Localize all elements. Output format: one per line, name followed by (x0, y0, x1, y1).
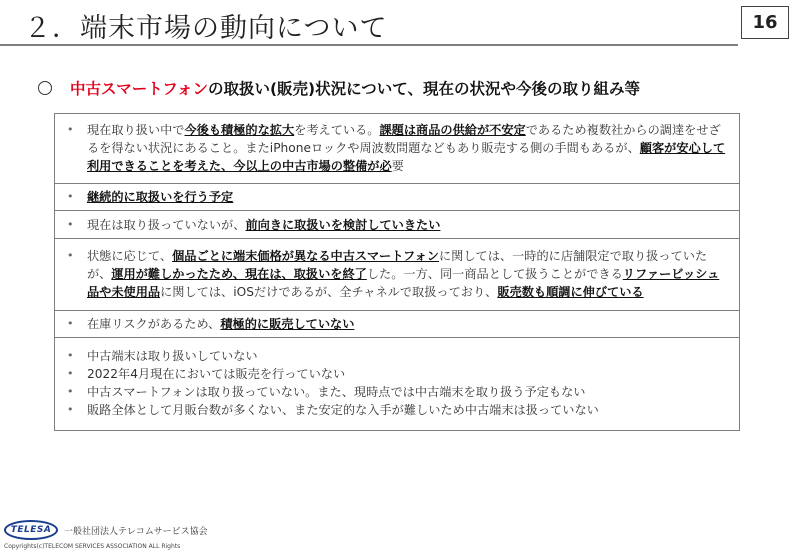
body-text: 在庫リスクがあるため、 (87, 317, 221, 331)
bullet-icon: • (67, 367, 74, 380)
table-row (55, 238, 739, 310)
footer (2, 518, 222, 552)
emphasis-text: 運用が難しかったため、現在は、取扱いを終了 (111, 267, 367, 281)
table-row (55, 210, 739, 238)
emphasis-text: 顧客が安心して利用できることを考えた、今以上の中古市場の整備が必 (87, 141, 726, 173)
bullet-icon: • (67, 190, 74, 203)
table-row (55, 310, 739, 337)
body-text: 販路全体として月販台数が多くない、また安定的な入手が難しいため中古端末は扱っていない (87, 403, 599, 417)
section-heading (38, 77, 640, 99)
body-text: に関しては、iOSだけであるが、全チャネルで取扱っており、 (160, 285, 498, 299)
list-item (65, 216, 729, 234)
list-item (65, 365, 729, 383)
bullet-icon: • (67, 349, 74, 362)
title-divider (0, 44, 738, 46)
body-text: 現在取り扱い中で (87, 123, 185, 137)
body-text: 中古端末は取り扱いしていない (87, 349, 258, 363)
body-text: 状態に応じて、 (87, 249, 173, 263)
body-text: 中古スマートフォンは取り扱っていない。また、現時点では中古端末を取り扱う予定もない (87, 385, 586, 399)
heading-highlight: 中古スマートフォン (70, 80, 208, 98)
body-text: を考えている。 (294, 123, 380, 137)
bullet-icon: • (67, 249, 74, 262)
emphasis-text: 個品ごとに端末価格が異なる中古スマートフォン (172, 249, 439, 263)
emphasis-text: 前向きに取扱いを検討していきたい (245, 218, 441, 232)
bullet-icon: • (67, 403, 74, 416)
circle-bullet-icon (38, 81, 52, 95)
list-item (65, 121, 729, 175)
page-number: 16 (741, 6, 789, 39)
table-row (55, 183, 739, 210)
organization-name: 一般社団法人テレコムサービス協会 (64, 527, 208, 537)
table-row (55, 114, 739, 183)
body-text: 要 (391, 159, 404, 173)
heading-text: の取扱い(販売)状況について、現在の状況や今後の取り組み等 (207, 80, 641, 98)
body-text: であるため複数社からの調達をせざるを得ない状況にあること。またiPhoneロックや周波数問題などもあり販売する側の手間もあるが、 (87, 123, 721, 155)
body-text: 2022年4月現在においては販売を行っていない (87, 367, 346, 381)
copyright-notice: Copyrights(c)TELECOM SERVICES ASSOCIATION ALL Rights (4, 543, 181, 550)
list-item (65, 315, 729, 333)
bullet-icon: • (67, 385, 74, 398)
bullet-icon: • (67, 218, 74, 231)
list-item (65, 383, 729, 401)
emphasis-text: リファービッシュ品や未使用品 (87, 267, 720, 299)
table-row (55, 337, 739, 430)
emphasis-text: 販売数も順調に伸びている (497, 285, 644, 299)
telesa-logo: TELESA (4, 520, 58, 540)
list-item (65, 401, 729, 419)
body-text: に関しては、一時的に店舗限定で取り扱っていたが、 (87, 249, 708, 281)
emphasis-text: 積極的に販売していない (220, 317, 355, 331)
list-item (65, 188, 729, 206)
emphasis-text: 今後も積極的な拡大 (184, 123, 295, 137)
bullet-icon: • (67, 123, 74, 136)
responses-table (54, 113, 740, 431)
body-text: した。一方、同一商品として扱うことができる (366, 267, 623, 281)
page-title: ２．端末市場の動向について (24, 13, 388, 44)
body-text: 現在は取り扱っていないが、 (87, 218, 246, 232)
emphasis-text: 課題は商品の供給が不安定 (379, 123, 526, 137)
emphasis-text: 継続的に取扱いを行う予定 (87, 190, 234, 204)
bullet-icon: • (67, 317, 74, 330)
list-item (65, 347, 729, 365)
list-item (65, 247, 729, 301)
